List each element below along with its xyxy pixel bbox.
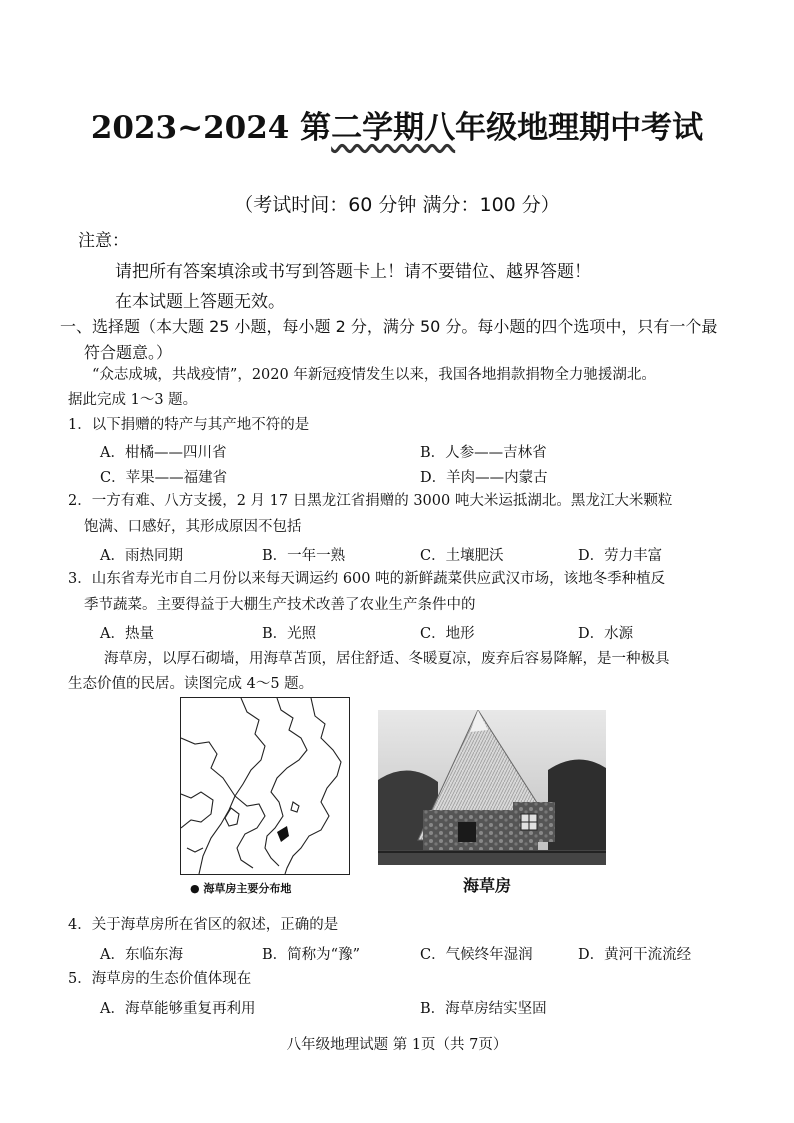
section-1-heading xyxy=(60,314,730,366)
q5-option-b: B．海草房结实坚固 xyxy=(420,1001,547,1017)
q2-line-2: 饱满、口感好，其形成原因不包括 xyxy=(84,519,302,535)
intro-1-line-2: 据此完成 1～3 题。 xyxy=(68,392,198,408)
page-footer: 八年级地理试题 第 1页（共 7页） xyxy=(286,1037,508,1053)
q1-option-b: B．人参——吉林省 xyxy=(420,445,547,461)
q2-option-d: D．劳力丰富 xyxy=(578,548,663,564)
intro-2-line-2: 生态价值的民居。读图完成 4～5 题。 xyxy=(68,676,314,692)
seaweed-house-illustration xyxy=(378,710,606,865)
intro-1-line-1: “众志成城，共战疫情”，2020 年新冠疫情发生以来，我国各地捐款捐物全力驰援湖北。 xyxy=(92,367,656,383)
q5-stem: 5．海草房的生态价值体现在 xyxy=(68,971,252,987)
exam-title xyxy=(0,102,794,147)
notice-label: 注意： xyxy=(78,231,129,251)
q1-option-a: A．柑橘——四川省 xyxy=(100,445,227,461)
q4-stem: 4．关于海草房所在省区的叙述，正确的是 xyxy=(68,917,339,933)
q3-line-2: 季节蔬菜。主要得益于大棚生产技术改善了农业生产条件中的 xyxy=(84,597,476,613)
distribution-map xyxy=(180,697,350,875)
title-part-1: 2023~2024 第 xyxy=(90,110,332,146)
map-outline-drawing xyxy=(181,698,349,874)
section-1-line-2: 符合题意。） xyxy=(84,343,173,362)
photo-caption: 海草房 xyxy=(463,876,512,895)
q3-option-a: A．热量 xyxy=(100,626,154,642)
q2-option-b: B．一年一熟 xyxy=(262,548,346,564)
seaweed-house-photo xyxy=(378,710,606,865)
map-caption: ● 海草房主要分布地 xyxy=(190,882,292,895)
q2-line-1: 2．一方有难、八方支援，2 月 17 日黑龙江省捐赠的 3000 吨大米运抵湖北。黑龙江大米颗粒 xyxy=(68,493,673,509)
q3-option-b: B．光照 xyxy=(262,626,317,642)
q4-option-c: C．气候终年湿润 xyxy=(420,947,533,963)
title-part-wavy: 二学期八 xyxy=(331,110,456,146)
q4-option-b: B．简称为“豫” xyxy=(262,947,360,963)
q2-option-a: A．雨热同期 xyxy=(100,548,183,564)
distribution-marker xyxy=(277,826,289,842)
exam-info: （考试时间：60 分钟 满分：100 分） xyxy=(234,194,560,216)
intro-2-line-1: 海草房，以厚石砌墙，用海草苫顶，居住舒适、冬暖夏凉，废弃后容易降解，是一种极具 xyxy=(104,651,670,667)
notice-line-2: 在本试题上答题无效。 xyxy=(115,292,285,312)
q1-option-c: C．苹果——福建省 xyxy=(100,470,228,486)
q3-line-1: 3．山东省寿光市自二月份以来每天调运约 600 吨的新鲜蔬菜供应武汉市场，该地冬季种植反 xyxy=(68,571,666,587)
q1-stem: 1．以下捐赠的特产与其产地不符的是 xyxy=(68,417,310,433)
q5-option-a: A．海草能够重复再利用 xyxy=(100,1001,256,1017)
q3-option-d: D．水源 xyxy=(578,626,634,642)
q4-option-a: A．东临东海 xyxy=(100,947,183,963)
q4-option-d: D．黄河干流流经 xyxy=(578,947,692,963)
q3-option-c: C．地形 xyxy=(420,626,475,642)
title-part-2: 年级地理期中考试 xyxy=(455,110,704,146)
notice-line-1: 请把所有答案填涂或书写到答题卡上！请不要错位、越界答题！ xyxy=(115,262,591,282)
q2-option-c: C．土壤肥沃 xyxy=(420,548,504,564)
q1-option-d: D．羊肉——内蒙古 xyxy=(420,470,548,486)
section-1-line-1: 一、选择题（本大题 25 小题，每小题 2 分，满分 50 分。每小题的四个选项中，只有一个最 xyxy=(60,317,718,336)
